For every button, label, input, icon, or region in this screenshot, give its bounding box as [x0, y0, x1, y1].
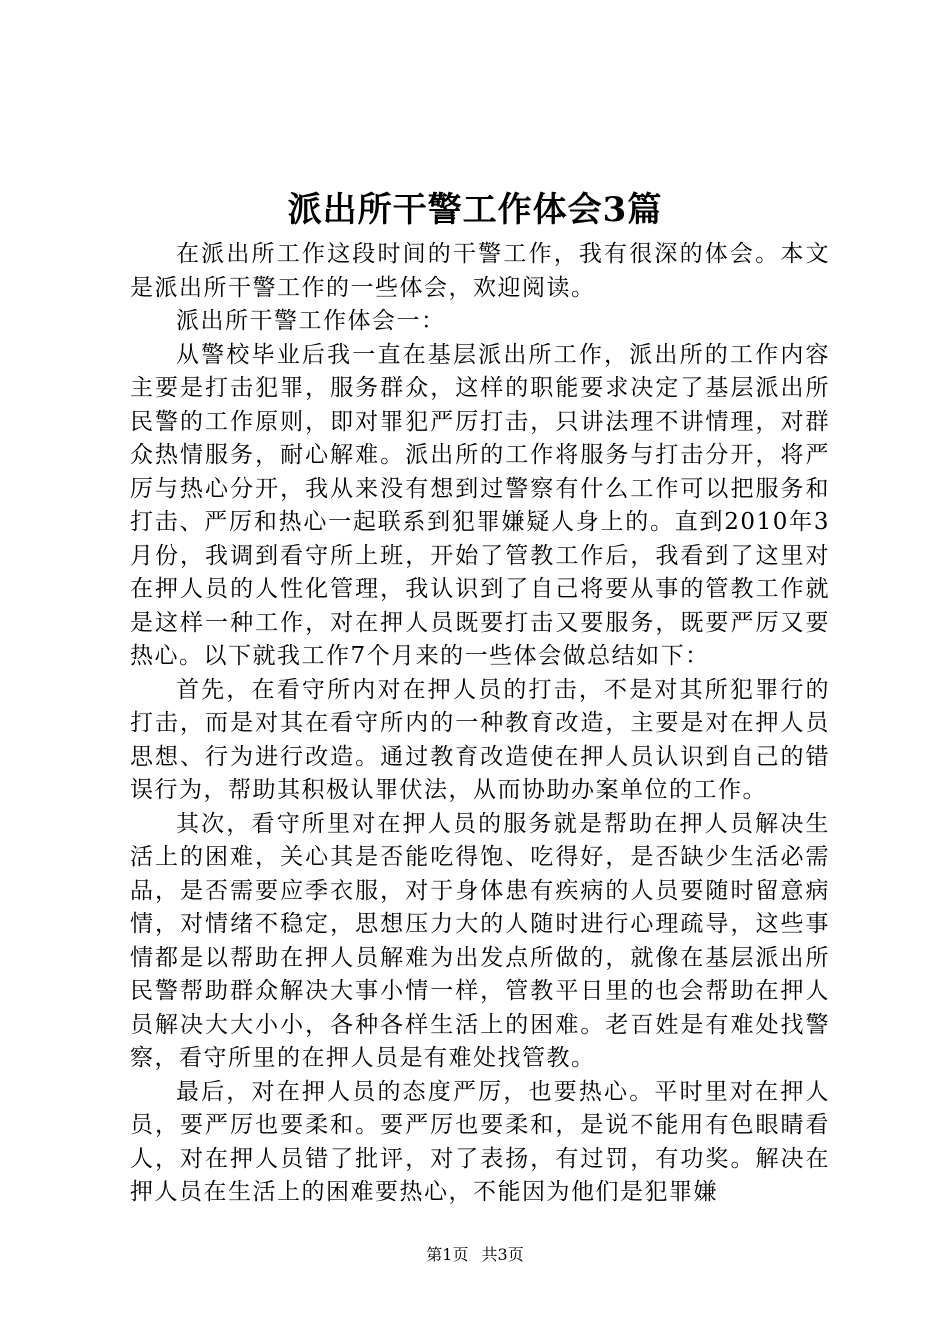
- body-paragraph: 从警校毕业后我一直在基层派出所工作，派出所的工作内容主要是打击犯罪，服务群众，这样的职能要求决定了基层派出所民警的工作原则，即对罪犯严厉打击，只讲法理不讲情理，对群众热情服务，耐心解难。派出所的工作将服务与打击分开，将严厉与热心分开，我从来没有想到过警察有什么工作可以把服务和打击、严厉和热心一起联系到犯罪嫌疑人身上的。直到2010年3月份，我调到看守所上班，开始了管教工作后，我看到了这里对在押人员的人性化管理，我认识到了自己将要从事的管教工作就是这样一种工作，对在押人员既要打击又要服务，既要严厉又要热心。以下就我工作7个月来的一些体会做总结如下：: [130, 341, 830, 669]
- document-body: [130, 238, 830, 1210]
- document-title: 派出所干警工作体会3篇: [287, 190, 663, 230]
- page-footer: [0, 1244, 950, 1266]
- body-paragraph: 最后，对在押人员的态度严厉，也要热心。平时里对在押人员，要严厉也要柔和。要严厉也要柔和，是说不能用有色眼睛看人，对在押人员错了批评，对了表扬，有过罚，有功奖。解决在押人员在生活上的困难要热心，不能因为他们是犯罪嫌: [130, 1078, 830, 1205]
- page-number: 第1页: [426, 1245, 469, 1264]
- page-total: 共3页: [481, 1245, 524, 1264]
- section-heading: 派出所干警工作体会一：: [176, 308, 446, 334]
- body-paragraph: 首先，在看守所内对在押人员的打击，不是对其所犯罪行的打击，而是对其在看守所内的一种教育改造，主要是对在押人员思想、行为进行改造。通过教育改造使在押人员认识到自己的错误行为，帮助其积极认罪伏法，从而协助办案单位的工作。: [130, 676, 830, 803]
- body-paragraph: 其次，看守所里对在押人员的服务就是帮助在押人员解决生活上的困难，关心其是否能吃得饱、吃得好，是否缺少生活必需品，是否需要应季衣服，对于身体患有疾病的人员要随时留意病情，对情绪不稳定，思想压力大的人随时进行心理疏导，这些事情都是以帮助在押人员解难为出发点所做的，就像在基层派出所民警帮助群众解决大事小情一样，管教平日里的也会帮助在押人员解决大大小小，各种各样生活上的困难。老百姓是有难处找警察，看守所里的在押人员是有难处找管教。: [130, 810, 830, 1071]
- intro-paragraph: 在派出所工作这段时间的干警工作，我有很深的体会。本文是派出所干警工作的一些体会，欢迎阅读。: [130, 241, 830, 301]
